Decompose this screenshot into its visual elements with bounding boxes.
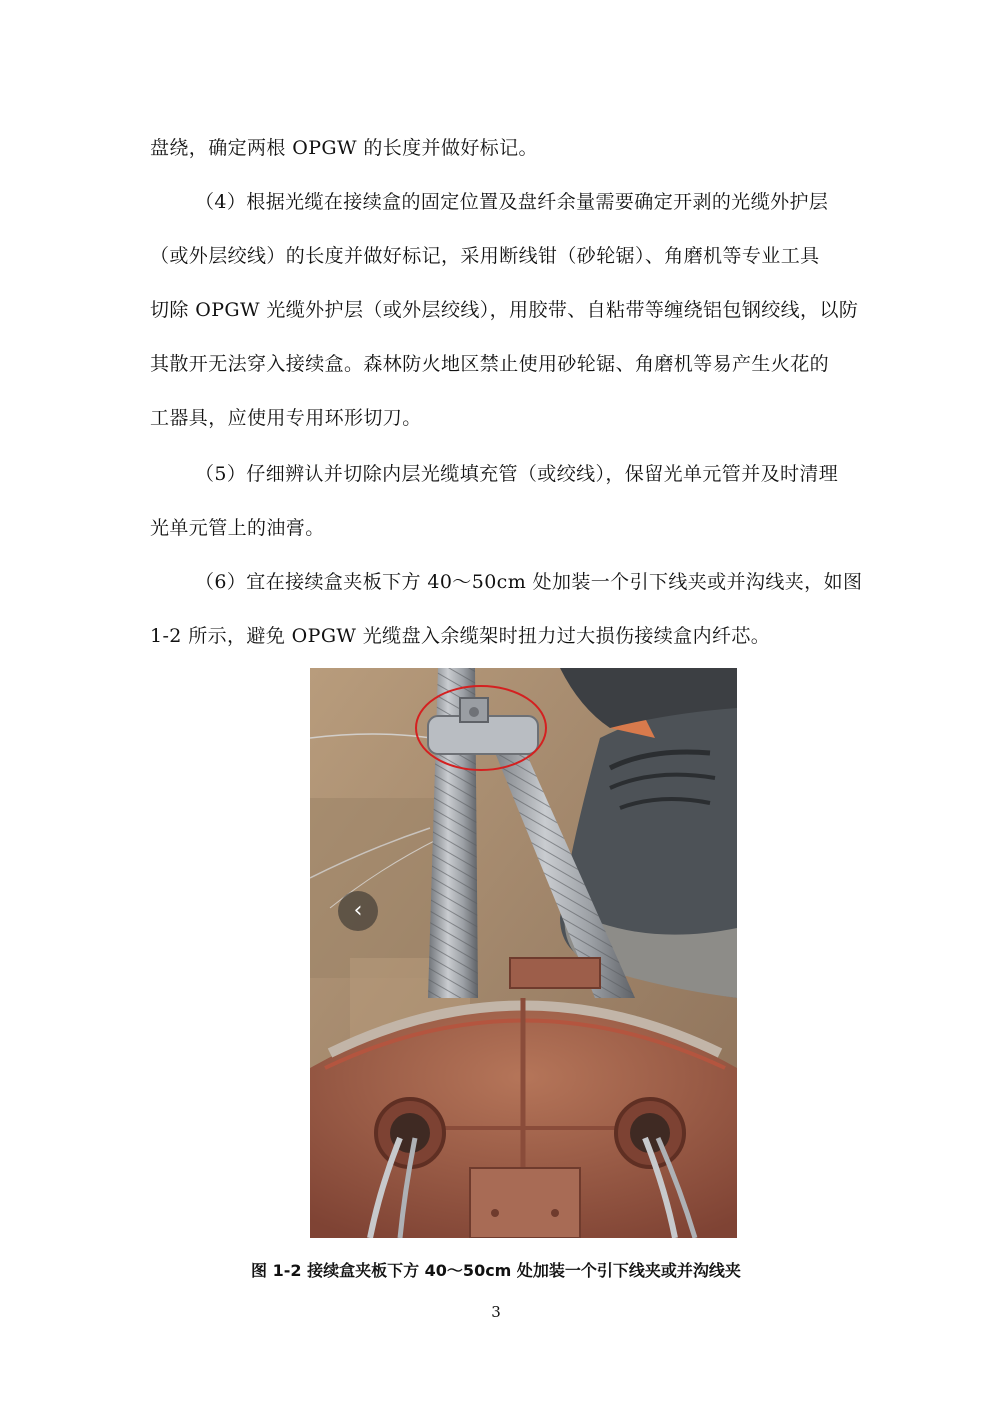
paragraph-5-line-2: 光单元管上的油膏。 bbox=[150, 517, 325, 539]
paragraph-5-line-1: （5）仔细辨认并切除内层光缆填充管（或绞线），保留光单元管并及时清理 bbox=[195, 463, 839, 485]
paragraph-6-line-1: （6）宜在接续盒夹板下方 40～50cm 处加装一个引下线夹或并沟线夹，如图 bbox=[195, 571, 863, 593]
figure-caption: 图 1-2 接续盒夹板下方 40～50cm 处加装一个引下线夹或并沟线夹 bbox=[251, 1261, 741, 1280]
page-number: 3 bbox=[491, 1303, 501, 1321]
paragraph-4-line-5: 工器具，应使用专用环形切刀。 bbox=[150, 407, 422, 429]
paragraph-6-line-2: 1-2 所示，避免 OPGW 光缆盘入余缆架时扭力过大损伤接续盒内纤芯。 bbox=[150, 625, 771, 647]
paragraph-line: 盘绕，确定两根 OPGW 的长度并做好标记。 bbox=[150, 137, 538, 159]
paragraph-4-line-1: （4）根据光缆在接续盒的固定位置及盘纤余量需要确定开剥的光缆外护层 bbox=[195, 191, 829, 213]
figure-photo-splice-box bbox=[310, 668, 737, 1238]
paragraph-4-line-3: 切除 OPGW 光缆外护层（或外层绞线），用胶带、自粘带等缠绕铝包钢绞线，以防 bbox=[150, 299, 859, 321]
paragraph-4-line-2: （或外层绞线）的长度并做好标记，采用断线钳（砂轮锯）、角磨机等专业工具 bbox=[150, 245, 820, 267]
paragraph-4-line-4: 其散开无法穿入接续盒。森林防火地区禁止使用砂轮锯、角磨机等易产生火花的 bbox=[150, 353, 830, 375]
previous-image-arrow[interactable]: ‹ bbox=[338, 891, 378, 931]
